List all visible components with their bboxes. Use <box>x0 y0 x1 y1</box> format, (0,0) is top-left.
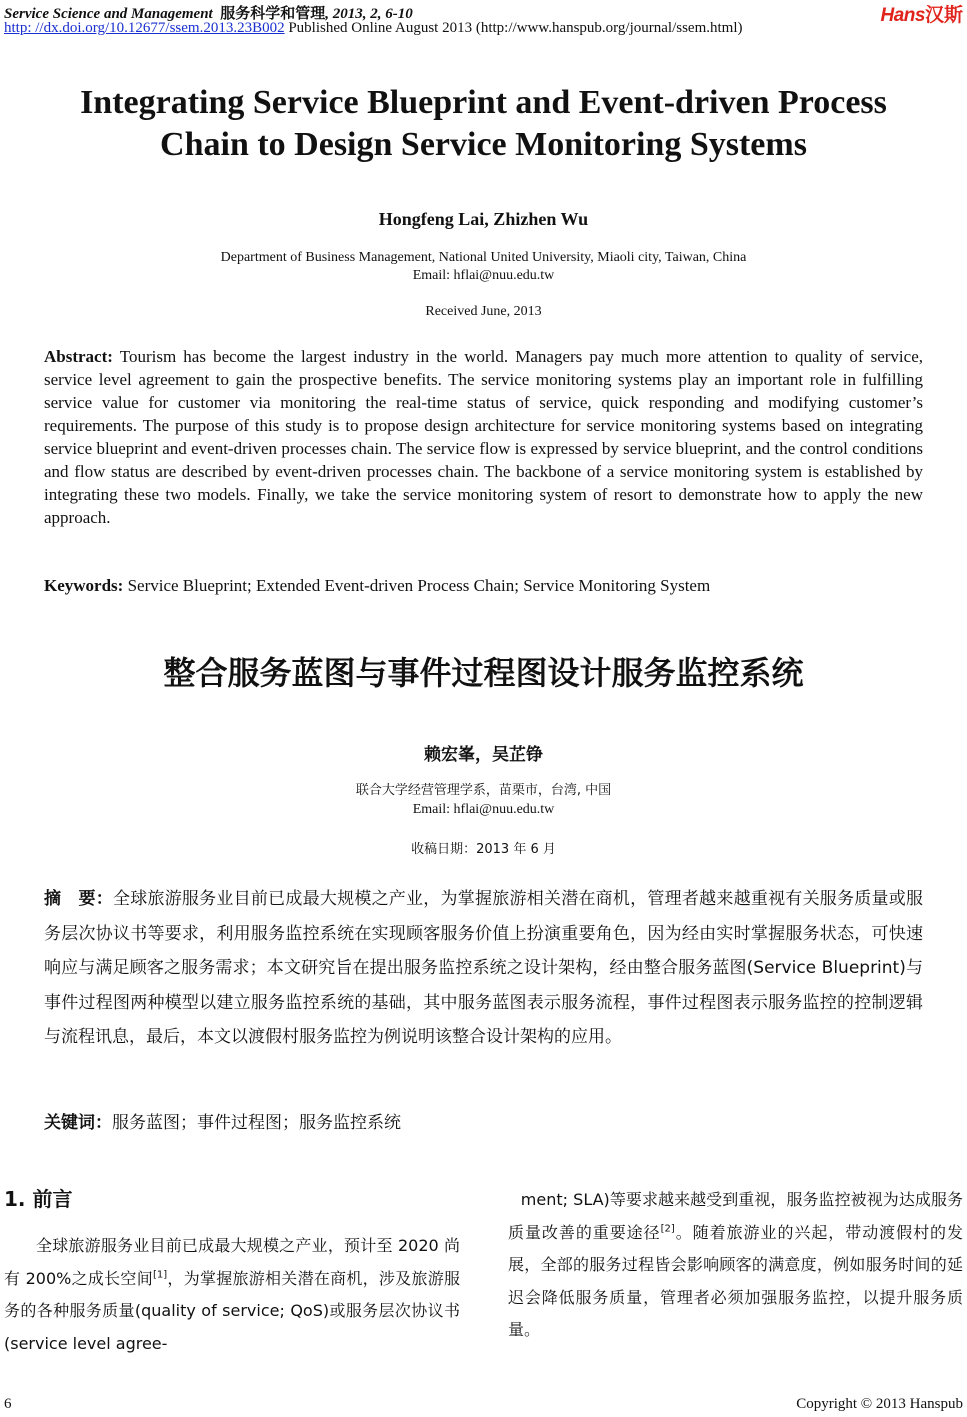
journal-name-en: Service Science and Management <box>4 6 213 22</box>
body-column-right <box>508 1184 963 1347</box>
doi-line <box>4 20 742 37</box>
paper-title-en <box>0 82 967 166</box>
email-cn: Email: hflai@nuu.edu.tw <box>412 802 555 817</box>
received-en: Received June, 2013 <box>425 304 542 319</box>
received-cn: 收稿日期：2013 年 6 月 <box>411 842 556 857</box>
keywords-en <box>44 576 923 596</box>
section-heading-intro: 1. 前言 <box>4 1187 73 1211</box>
keywords-text: Service Blueprint; Extended Event-driven Process Chain; Service Monitoring System <box>123 576 711 595</box>
hans-logo <box>881 0 963 27</box>
authors-en: Hongfeng Lai, Zhizhen Wu <box>378 209 589 229</box>
logo-en: Hans <box>880 5 925 26</box>
email-en: Email: hflai@nuu.edu.tw <box>412 268 555 283</box>
body-column-left <box>4 1230 460 1360</box>
authors-cn: 赖宏峯，吴芷铮 <box>424 745 543 765</box>
affiliation-text: Department of Business Management, National United University, Miaoli city, Taiwan, China <box>220 250 747 265</box>
abstract-label: Abstract: <box>44 347 113 366</box>
page-number: 6 <box>4 1396 12 1412</box>
abstract-en <box>44 345 923 529</box>
journal-citation: , 2013, 2, 6-10 <box>325 6 413 22</box>
abstract-cn-label: 摘 要： <box>44 889 113 909</box>
right-col-text-1: ment; SLA)等要求越来越受到重视，服务监控被视为达成服务质量改善的重要途径 <box>508 1190 963 1242</box>
logo-cn: 汉斯 <box>924 4 963 26</box>
right-col-text-2: 。随着旅游业的兴起，带动渡假村的发展，全部的服务过程皆会影响顾客的满意度，例如服务时间的延迟会降低服务质量，管理者必须加强服务监控，以提升服务质量。 <box>508 1222 963 1339</box>
copyright-notice: Copyright © 2013 Hanspub <box>796 1396 963 1412</box>
citation-ref-1[interactable]: [1] <box>152 1269 168 1281</box>
affiliation-en <box>0 249 967 285</box>
title-line-1: Integrating Service Blueprint and Event-driven Process <box>80 84 887 121</box>
affiliation-cn <box>0 781 967 819</box>
keywords-cn-label: 关键词： <box>44 1113 112 1133</box>
abstract-text: Tourism has become the largest industry in the world. Managers pay much more attention to quality of service, service level agreement to gain the prospective benefits. The service monitoring systems play an important role in fulfilling service value for customer via monitoring the real-time status of service, quick responding and modifying customer’s requirements. The purpose of this study is to propose design architecture for service monitoring systems based on integrating service blueprint and event-driven processes chain. The service flow is expressed by service blueprint, and the control conditions and flow status are described by event-driven processes chain. The backbone of a service monitoring system is established by integrating these two models. Finally, we take the service monitoring system of resort to demonstrate how to apply the new approach. <box>44 347 923 527</box>
title-line-2: Chain to Design Service Monitoring Systems <box>160 126 807 163</box>
keywords-cn <box>44 1108 923 1133</box>
doi-link[interactable]: http: //dx.doi.org/10.12677/ssem.2013.23B002 <box>4 20 285 36</box>
keywords-label: Keywords: <box>44 576 124 595</box>
affiliation-cn-text: 联合大学经营管理学系，苗栗市，台湾, 中国 <box>355 783 612 798</box>
journal-name-cn: 服务科学和管理 <box>220 6 326 22</box>
left-col-text-1: 全球旅游服务业目前已成最大规模之产业，预计至 2020 尚有 200%之成长空间 <box>4 1236 460 1288</box>
left-col-text-2: ，为掌握旅游相关潜在商机，涉及旅游服务的各种服务质量(quality of service; QoS)或服务层次协议书(service level agree- <box>4 1268 460 1353</box>
keywords-cn-text: 服务蓝图；事件过程图；服务监控系统 <box>112 1113 401 1133</box>
abstract-cn-text: 全球旅游服务业目前已成最大规模之产业，为掌握旅游相关潜在商机，管理者越来越重视有关服务质量或服务层次协议书等要求，利用服务监控系统在实现顾客服务价值上扮演重要角色，因为经由实时掌握服务状态，可快速响应与满足顾客之服务需求；本文研究旨在提出服务监控系统之设计架构，经由整合服务蓝图(Service Blueprint)与事件过程图两种模型以建立服务监控系统的基础，其中服务蓝图表示服务流程，事件过程图表示服务监控的控制逻辑与流程讯息，最后，本文以渡假村服务监控为例说明该整合设计架构的应用。 <box>44 889 924 1047</box>
published-online: Published Online August 2013 (http://www.hanspub.org/journal/ssem.html) <box>284 20 743 36</box>
citation-ref-2[interactable]: [2] <box>660 1223 675 1235</box>
paper-title-cn: 整合服务蓝图与事件过程图设计服务监控系统 <box>163 654 804 692</box>
abstract-cn <box>44 882 923 1055</box>
